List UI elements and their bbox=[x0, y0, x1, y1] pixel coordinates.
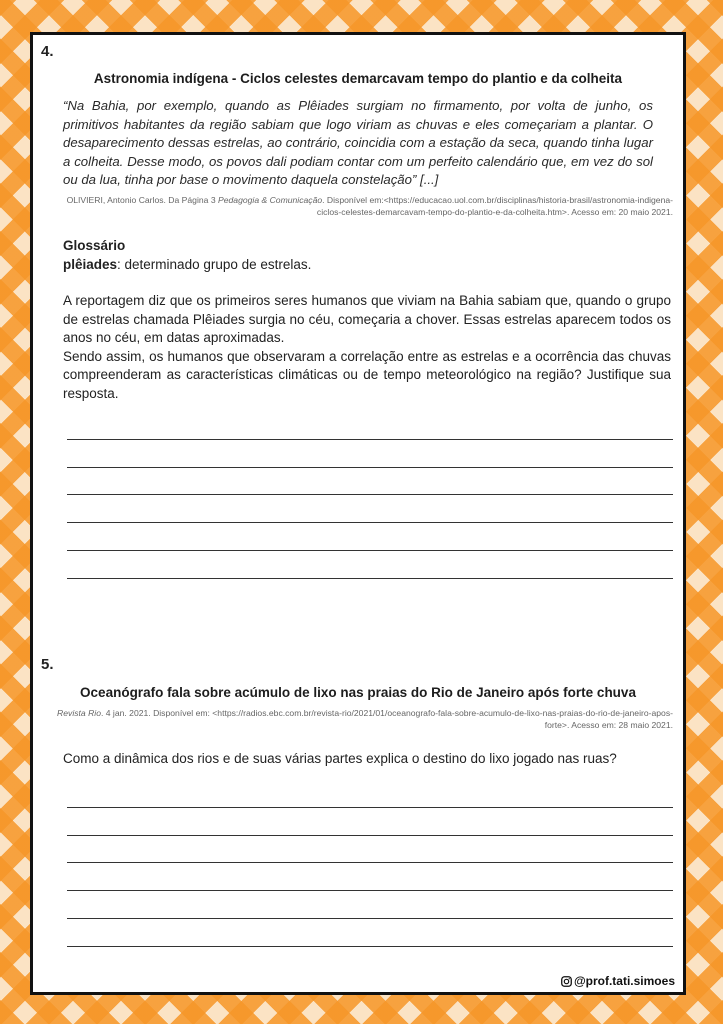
author-credit bbox=[561, 974, 675, 988]
glossary-heading: Glossário bbox=[63, 238, 126, 253]
question-5-prompt: Como a dinâmica dos rios e de suas várias partes explica o destino do lixo jogado nas ruas? bbox=[63, 751, 617, 766]
answer-line[interactable] bbox=[67, 495, 673, 523]
question-4-number: 4. bbox=[41, 43, 54, 60]
answer-line[interactable] bbox=[67, 523, 673, 551]
question-4-title: Astronomia indígena - Ciclos celestes demarcavam tempo do plantio e da colheita bbox=[93, 71, 623, 86]
answer-line[interactable] bbox=[67, 440, 673, 468]
source-publication: Revista Rio bbox=[57, 708, 101, 718]
answer-line[interactable] bbox=[67, 468, 673, 496]
source-url: . 4 jan. 2021. Disponível em: <https://radios.ebc.com.br/revista-rio/2021/01/oceanografo-fala-sobre-acumulo-de-lixo-nas-praias-do-rio-de-janeiro-apos-forte>. Acesso em: 28 maio 2021. bbox=[100, 708, 673, 730]
instagram-handle: @prof.tati.simoes bbox=[573, 974, 675, 988]
answer-line[interactable] bbox=[67, 891, 673, 919]
answer-line[interactable] bbox=[67, 412, 673, 440]
answer-line[interactable] bbox=[67, 551, 673, 579]
question-5-answer-lines[interactable] bbox=[67, 780, 673, 947]
answer-line[interactable] bbox=[67, 808, 673, 836]
answer-line[interactable] bbox=[67, 863, 673, 891]
instagram-icon bbox=[561, 976, 572, 987]
question-5-title: Oceanógrafo fala sobre acúmulo de lixo nas praias do Rio de Janeiro após forte chuva bbox=[80, 685, 636, 700]
answer-line[interactable] bbox=[67, 780, 673, 808]
worksheet-page bbox=[30, 32, 686, 995]
question-4-source bbox=[53, 195, 673, 218]
question-4-answer-lines[interactable] bbox=[67, 412, 673, 579]
glossary-definition: : determinado grupo de estrelas. bbox=[117, 257, 312, 272]
source-url: . Disponível em:<https://educacao.uol.com.br/disciplinas/historia-brasil/astronomia-indigena-ciclos-celestes-demarcavam-tempo-do-plantio-e-da-colheita.htm>. Acesso em: 20 maio 2021. bbox=[316, 195, 673, 217]
question-5-number: 5. bbox=[41, 656, 54, 673]
question-4-quote: “Na Bahia, por exemplo, quando as Plêiades surgiam no firmamento, por volta de junho, os primitivos habitantes da região sabiam que logo viriam as chuvas e eles começariam a plantar. O desaparecimento dessas estrelas, ao contrário, coincidia com a estação da seca, quando tinha lugar a colheita. Desse modo, os povos dali podiam contar com um perfeito calendário que, em vez do sol ou da lua, tinha por base o movimento daquela constelação” [...] bbox=[63, 98, 653, 187]
glossary-entry bbox=[63, 257, 311, 272]
question-4-paragraph-1: A reportagem diz que os primeiros seres humanos que viviam na Bahia sabiam que, quando o grupo de estrelas chamada Plêiades surgia no céu, começaria a chover. Essas estrelas aparecem todos os anos no céu, em datas aproximadas. bbox=[63, 293, 671, 345]
question-5-source bbox=[53, 708, 673, 731]
glossary-term: plêiades bbox=[63, 257, 118, 272]
source-author: OLIVIERI, Antonio Carlos. Da Página 3 bbox=[66, 195, 218, 205]
answer-line[interactable] bbox=[67, 836, 673, 864]
question-4-paragraph-2: Sendo assim, os humanos que observaram a correlação entre as estrelas e a ocorrência das chuvas compreenderam as características climáticas ou de tempo meteorológico na região? Justifique sua resposta. bbox=[63, 348, 671, 401]
source-publication: Pedagogia & Comunicação bbox=[218, 195, 323, 205]
question-4-prompt bbox=[63, 292, 671, 403]
answer-line[interactable] bbox=[67, 919, 673, 947]
